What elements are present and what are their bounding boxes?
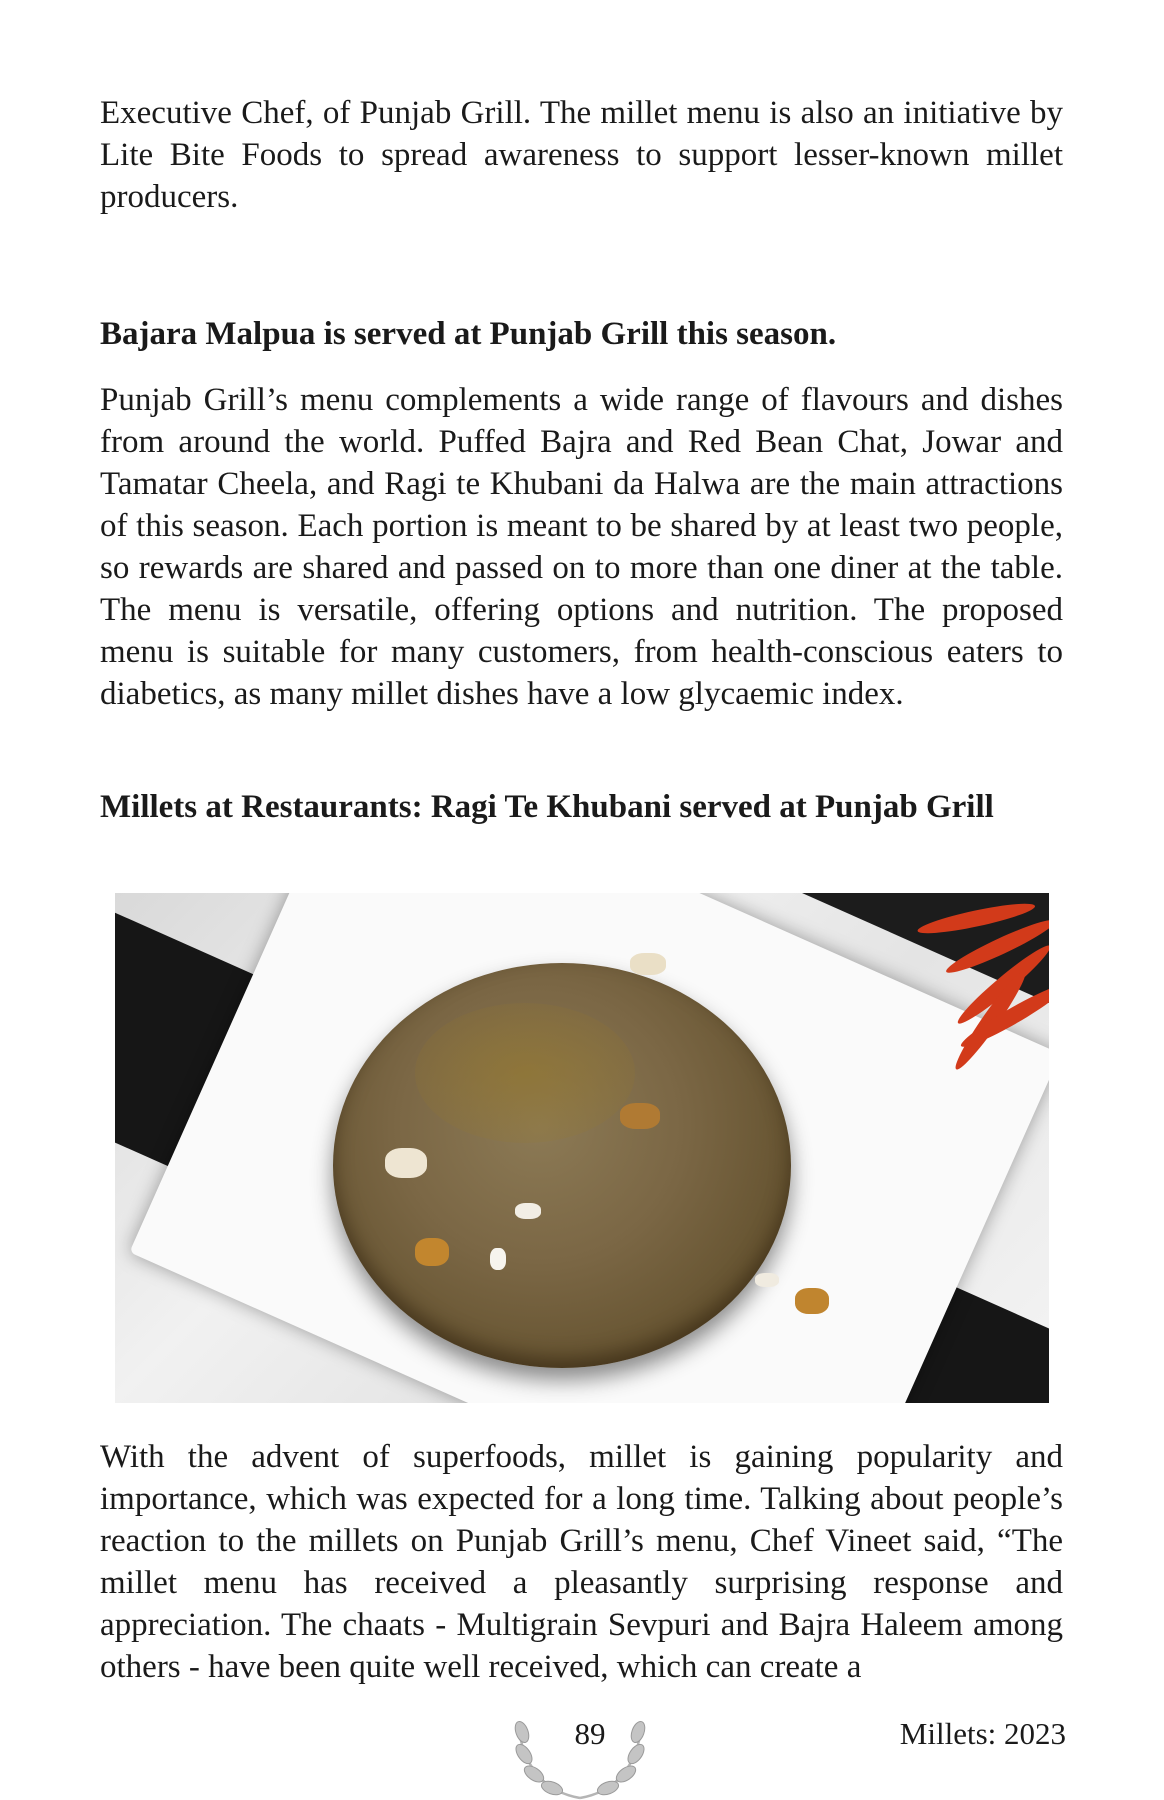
image-caption-heading: Millets at Restaurants: Ragi Te Khubani served at Punjab Grill [100,789,994,825]
nut-garnish [630,953,666,975]
ghee-glaze [415,1003,635,1143]
nut-garnish [755,1273,779,1287]
page-number: 89 [574,1716,606,1751]
body-paragraph: Punjab Grill’s menu complements a wide range of flavours and dishes from around the world. Puffed Bajra and Red Bean Chat, Jowar and Tamatar Cheela, and Ragi te Khubani da Halwa are the main attractions of this season. Each portion is meant to be shared by at least two people, so rewards are shared and passed on to more than one diner at the table. The menu is versatile, offering options and nutrition. The proposed menu is suitable for many customers, from health-conscious eaters to diabetics, as many millet dishes have a low glycaemic index. [100,382,1063,712]
nut-garnish [415,1238,449,1266]
nut-garnish [620,1103,660,1129]
body-paragraph: Executive Chef, of Punjab Grill. The millet menu is also an initiative by Lite Bite Foods to spread awareness to support lesser-known millet producers. [100,95,1063,215]
nut-garnish [515,1203,541,1219]
nut-garnish [385,1148,427,1178]
nut-garnish [490,1248,506,1270]
ragi-dish-photo [115,893,1049,1403]
nut-garnish [795,1288,829,1314]
section-heading: Bajara Malpua is served at Punjab Grill this season. [100,316,837,352]
body-paragraph: With the advent of superfoods, millet is gaining popularity and importance, which was expected for a long time. Talking about people’s reaction to the millets on Punjab Grill’s menu, Chef Vineet said, “The millet menu has received a pleasantly surprising response and appreciation. The chaats - Multigrain Sevpuri and Bajra Haleem among others - have been quite well received, which can create a [100,1439,1063,1685]
running-footer: Millets: 2023 [899,1716,1066,1751]
